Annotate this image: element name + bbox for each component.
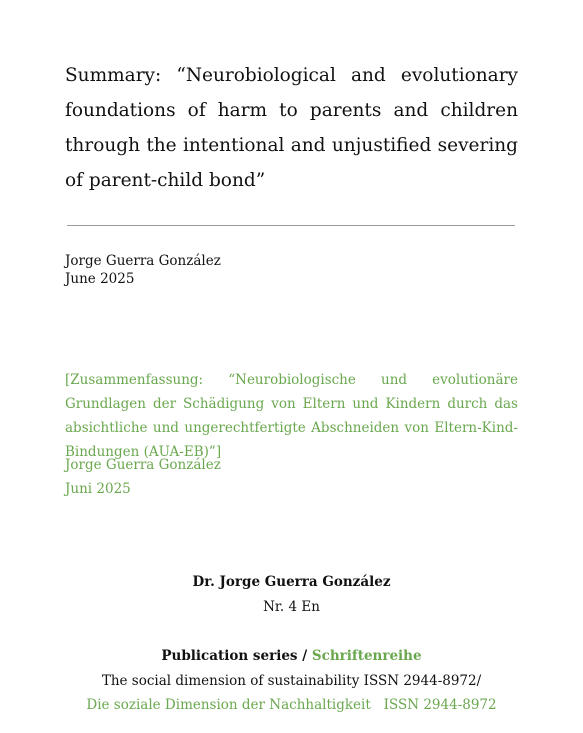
series-label-de: Schriftenreihe	[311, 648, 422, 664]
document-title: Summary: “Neurobiological and evolutionary foundations of harm to parents and children through the intentional and unjustified severing of parent-child bond”	[65, 65, 518, 191]
series-name-en: The social dimension of sustainability ISSN 2944-8972/	[101, 673, 482, 689]
title-divider	[67, 225, 515, 226]
author-block	[65, 252, 221, 288]
series-label-en: Publication series	[161, 648, 298, 664]
author-name: Jorge Guerra González	[65, 253, 221, 269]
issue-number: Nr. 4 En	[263, 599, 320, 615]
publisher-name: Dr. Jorge Guerra González	[192, 574, 391, 590]
german-author-name: Jorge Guerra González	[65, 457, 221, 473]
publication-date: June 2025	[65, 271, 135, 287]
german-publication-date: Juni 2025	[65, 481, 131, 497]
german-summary-title: [Zusammenfassung: “Neurobiologische und evolutionäre Grundlagen der Schädigung von Eltern und Kindern durch das absichtliche und ungerechtfertigte Abschneiden von Eltern-Kind-Bindungen (AUA-EB)”]	[65, 372, 518, 460]
series-separator: /	[297, 648, 312, 664]
series-name-de: Die soziale Dimension der Nachhaltigkeit ISSN 2944-8972	[86, 697, 497, 713]
german-author-block	[65, 453, 221, 501]
series-heading	[0, 648, 583, 664]
